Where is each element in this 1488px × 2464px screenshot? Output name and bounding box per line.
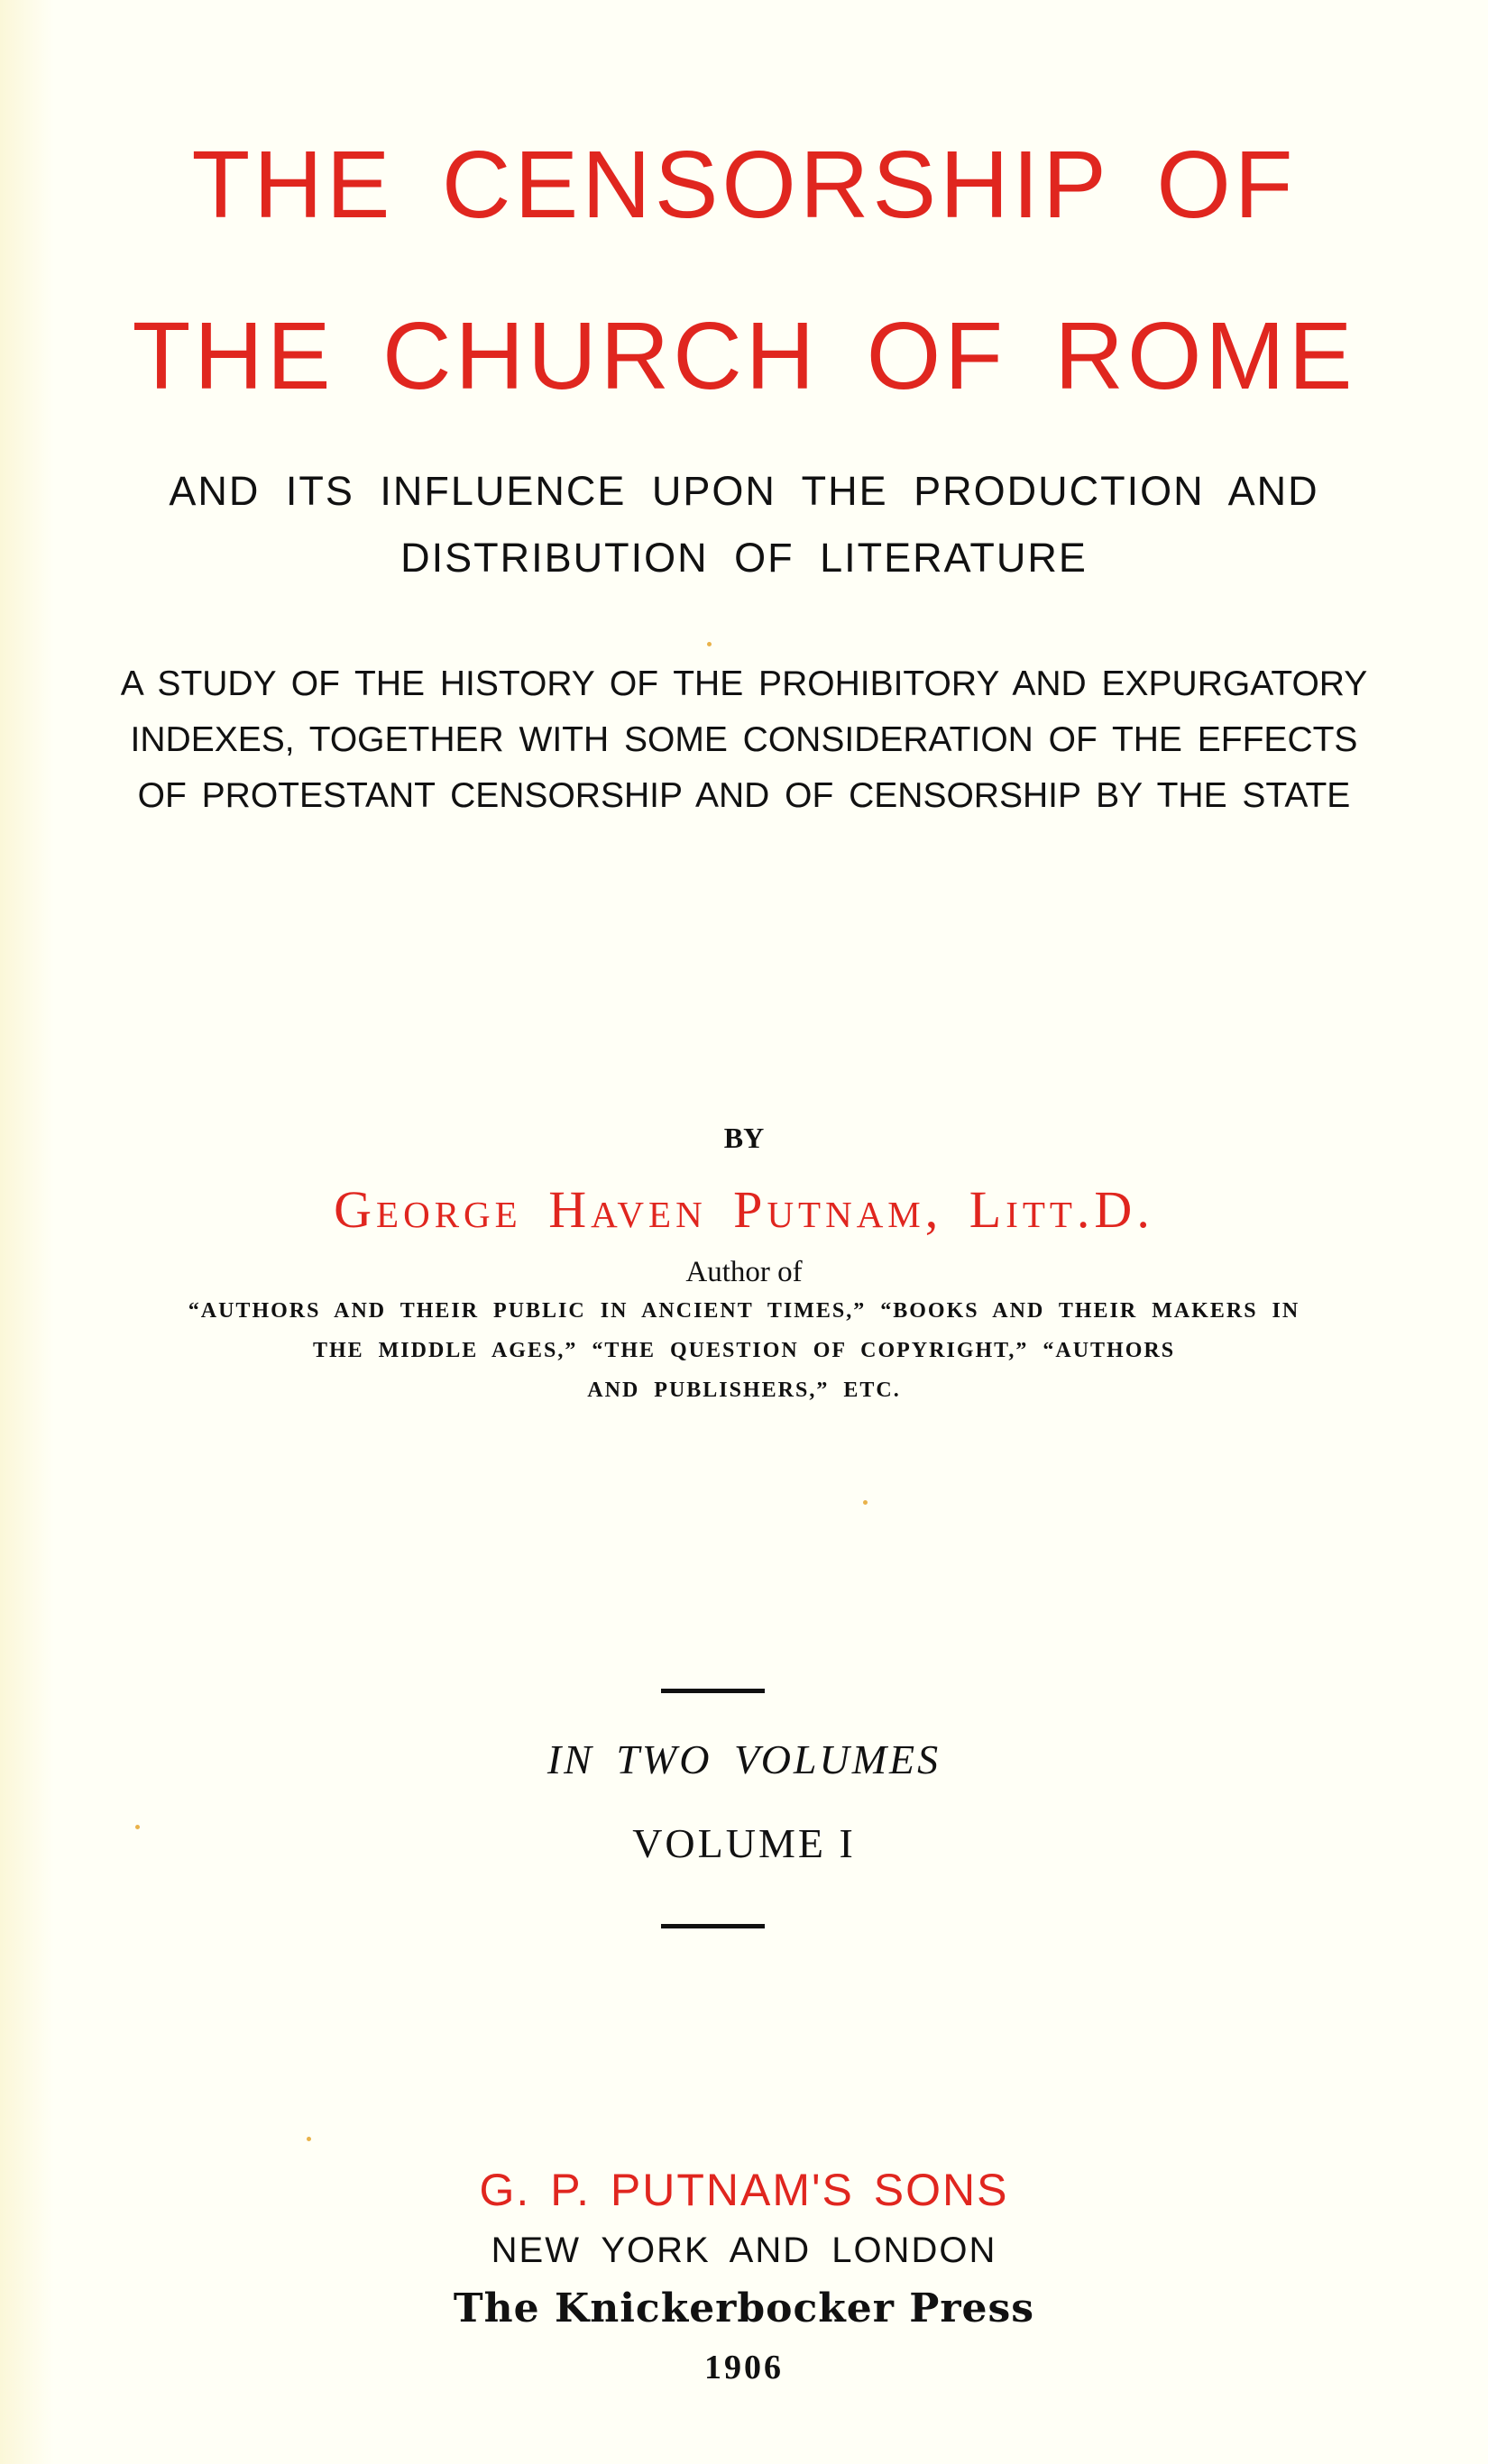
works-line-2: THE MIDDLE AGES,” “THE QUESTION OF COPYRIGHT,” “AUTHORS xyxy=(312,1339,1176,1362)
previous-works xyxy=(0,1291,1488,1410)
book-subtitle xyxy=(0,458,1488,591)
paper-speck xyxy=(307,2137,311,2141)
paper-speck xyxy=(135,1825,140,1829)
paper-speck xyxy=(707,642,712,646)
study-line-3: OF PROTESTANT CENSORSHIP AND OF CENSORSHIP BY THE STATE xyxy=(137,776,1351,815)
volume-number: VOLUME I xyxy=(632,1820,856,1866)
author-of-label: Author of xyxy=(685,1256,803,1288)
divider-rule-bottom xyxy=(661,1924,765,1928)
by-label: BY xyxy=(723,1122,765,1154)
subtitle-line-1: AND ITS INFLUENCE UPON THE PRODUCTION AND xyxy=(169,468,1319,514)
study-line-2: INDEXES, TOGETHER WITH SOME CONSIDERATION OF THE EFFECTS xyxy=(130,720,1358,759)
volume-set-label: IN TWO VOLUMES xyxy=(547,1736,941,1782)
divider-rule-top xyxy=(661,1689,765,1693)
title-line-1: THE CENSORSHIP OF xyxy=(191,132,1297,238)
study-line-1: A STUDY OF THE HISTORY OF THE PROHIBITORY AND EXPURGATORY xyxy=(120,664,1368,703)
press-name: The Knickerbocker Press xyxy=(453,2285,1035,2331)
publisher-name: G. P. PUTNAM'S SONS xyxy=(479,2165,1009,2215)
author-name: George Haven Putnam, Litt.D. xyxy=(334,1180,1154,1239)
works-line-3: AND PUBLISHERS,” ETC. xyxy=(587,1379,901,1402)
subtitle-line-2: DISTRIBUTION OF LITERATURE xyxy=(400,535,1088,581)
book-title xyxy=(0,99,1488,442)
publication-year: 1906 xyxy=(704,2349,784,2386)
title-line-2: THE CHURCH OF ROME xyxy=(132,303,1356,409)
publisher-place: NEW YORK AND LONDON xyxy=(491,2230,997,2270)
study-description xyxy=(0,656,1488,824)
works-line-1: “AUTHORS AND THEIR PUBLIC IN ANCIENT TIMES,” “BOOKS AND THEIR MAKERS IN xyxy=(188,1299,1300,1323)
paper-speck xyxy=(863,1500,868,1505)
